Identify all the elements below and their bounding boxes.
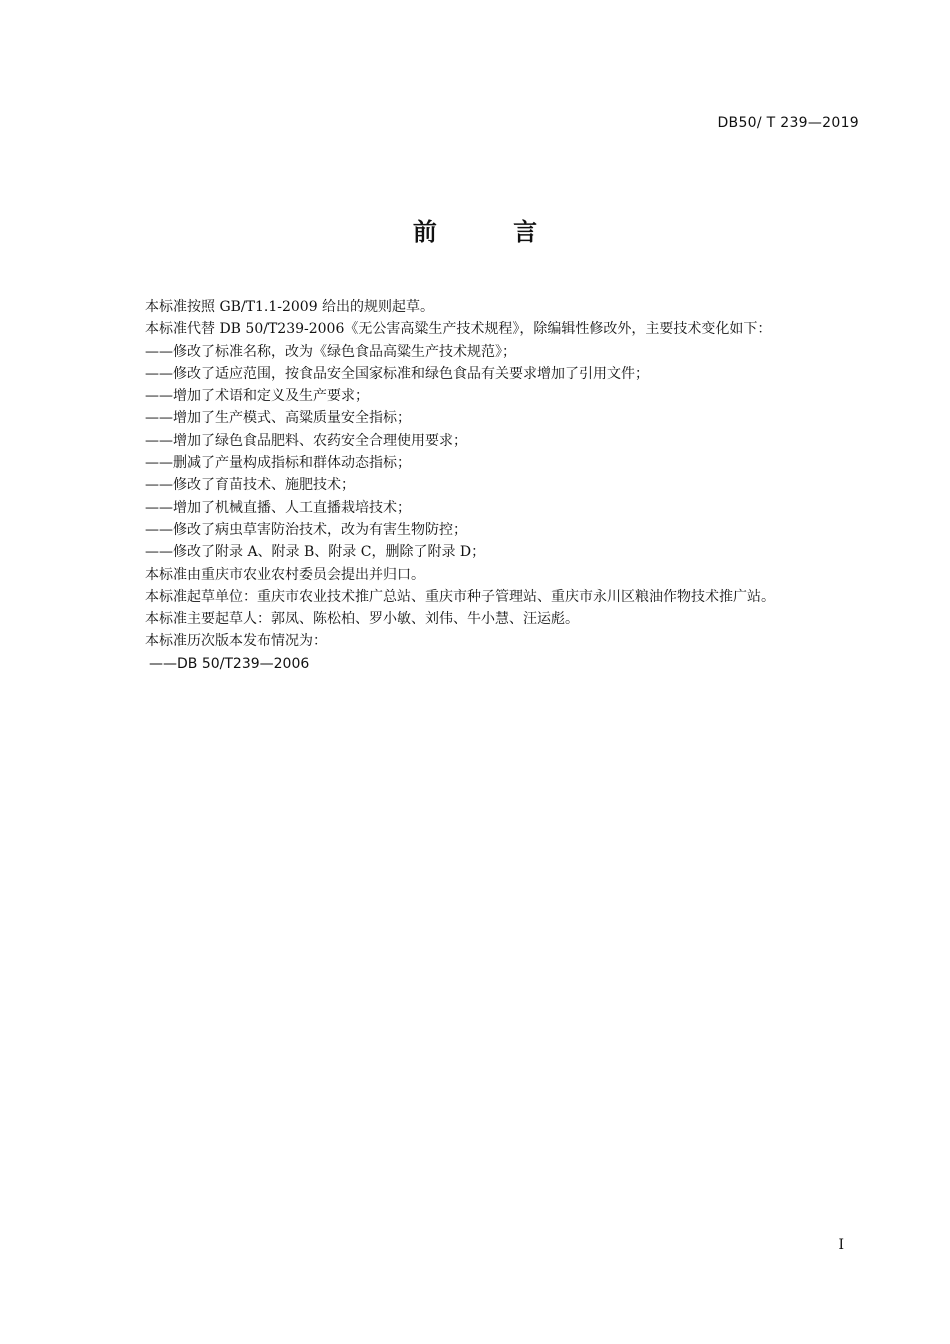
foreword-body xyxy=(115,296,860,675)
change-item: ——修改了病虫草害防治技术，改为有害生物防控； xyxy=(145,521,467,538)
change-item: ——修改了附录 A、附录 B、附录 C，删除了附录 D； xyxy=(145,544,486,561)
change-item: ——删减了产量构成指标和群体动态指标； xyxy=(145,455,411,472)
page-number: I xyxy=(838,1237,844,1253)
change-item: ——增加了绿色食品肥料、农药安全合理使用要求； xyxy=(145,432,467,449)
paragraph-replacement: 本标准代替 DB 50/T239-2006《无公害高粱生产技术规程》，除编辑性修改外，主要技术变化如下： xyxy=(145,321,772,338)
change-item: ——修改了育苗技术、施肥技术； xyxy=(145,477,355,494)
change-item: ——增加了生产模式、高粱质量安全指标； xyxy=(145,410,411,427)
paragraph-version-history: 本标准历次版本发布情况为： xyxy=(145,633,327,650)
paragraph-drafters: 本标准主要起草人：郭凤、陈松柏、罗小敏、刘伟、牛小慧、汪运彪。 xyxy=(145,611,579,628)
standard-code: DB50/ T 239—2019 xyxy=(717,115,859,131)
change-item: ——增加了术语和定义及生产要求； xyxy=(145,388,369,405)
change-item: ——修改了适应范围，按食品安全国家标准和绿色食品有关要求增加了引用文件； xyxy=(145,365,649,382)
change-item: ——增加了机械直播、人工直播栽培技术； xyxy=(145,499,411,516)
page-title: 前 言 xyxy=(412,218,572,246)
paragraph-proposer: 本标准由重庆市农业农村委员会提出并归口。 xyxy=(145,566,425,583)
change-item: ——修改了标准名称，改为《绿色食品高粱生产技术规范》； xyxy=(145,343,516,360)
paragraph-drafting-units: 本标准起草单位：重庆市农业技术推广总站、重庆市种子管理站、重庆市永川区粮油作物技术推广站。 xyxy=(145,588,775,605)
paragraph-drafting-rule: 本标准按照 GB/T1.1-2009 给出的规则起草。 xyxy=(145,299,435,315)
previous-version-item: ——DB 50/T239—2006 xyxy=(149,655,310,672)
